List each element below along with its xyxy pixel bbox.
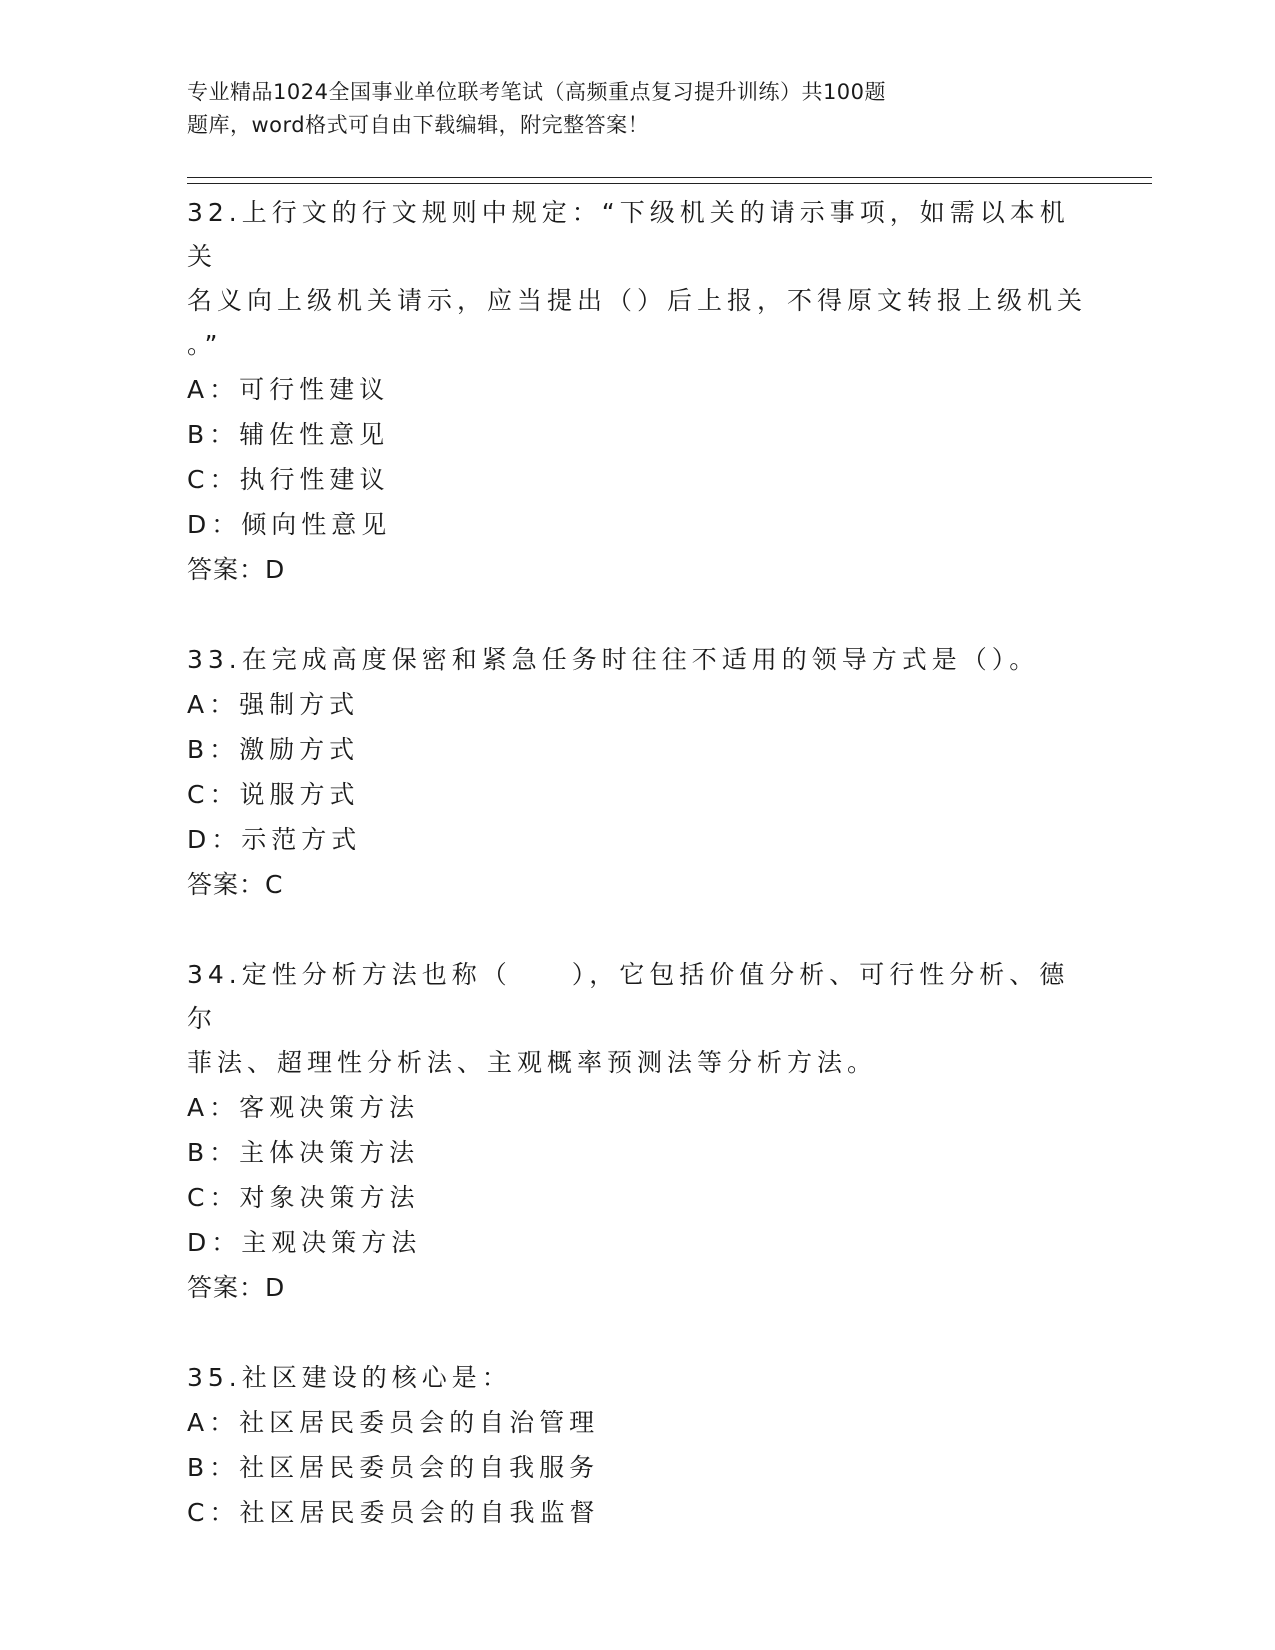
- question-stem-line: 。”: [187, 330, 223, 359]
- question-stem-line: 32.上行文的行文规则中规定：“下级机关的请示事项，如需以本机关: [187, 198, 1070, 271]
- option-b: B：社区居民委员会的自我服务: [187, 1453, 600, 1482]
- question-35: [187, 1356, 1087, 1535]
- question-list: [187, 191, 1087, 1581]
- question-34: [187, 953, 1087, 1310]
- option-b: B：辅佐性意见: [187, 420, 390, 449]
- answer-text: 答案：D: [187, 1273, 286, 1302]
- question-stem-line: 33.在完成高度保密和紧急任务时往往不适用的领导方式是（）。: [187, 645, 1040, 674]
- option-b: B：主体决策方法: [187, 1138, 420, 1167]
- option-a: A：强制方式: [187, 690, 360, 719]
- question-33: [187, 638, 1087, 907]
- answer-text: 答案：C: [187, 870, 284, 899]
- option-b: B：激励方式: [187, 735, 360, 764]
- answer-text: 答案：D: [187, 555, 286, 584]
- question-stem-line: 菲法、超理性分析法、主观概率预测法等分析方法。: [187, 1048, 878, 1077]
- option-c: C：社区居民委员会的自我监督: [187, 1498, 600, 1527]
- option-a: A：可行性建议: [187, 375, 390, 404]
- option-d: D：主观决策方法: [187, 1228, 422, 1257]
- option-c: C：对象决策方法: [187, 1183, 420, 1212]
- question-stem-line: 34.定性分析方法也称（ ），它包括价值分析、可行性分析、德尔: [187, 960, 1070, 1033]
- header-line-1: 专业精品1024全国事业单位联考笔试（高频重点复习提升训练）共100题: [187, 80, 887, 104]
- header-line-2: 题库，word格式可自由下载编辑，附完整答案！: [187, 113, 650, 137]
- document-header: [187, 76, 1007, 142]
- question-32: [187, 191, 1087, 592]
- question-stem-line: 35.社区建设的核心是：: [187, 1363, 512, 1392]
- option-c: C：说服方式: [187, 780, 360, 809]
- option-c: C：执行性建议: [187, 465, 390, 494]
- option-d: D：倾向性意见: [187, 510, 392, 539]
- question-stem-line: 名义向上级机关请示，应当提出（）后上报，不得原文转报上级机关: [187, 286, 1088, 315]
- option-a: A：社区居民委员会的自治管理: [187, 1408, 600, 1437]
- header-divider: [187, 177, 1152, 184]
- option-a: A：客观决策方法: [187, 1093, 420, 1122]
- option-d: D：示范方式: [187, 825, 362, 854]
